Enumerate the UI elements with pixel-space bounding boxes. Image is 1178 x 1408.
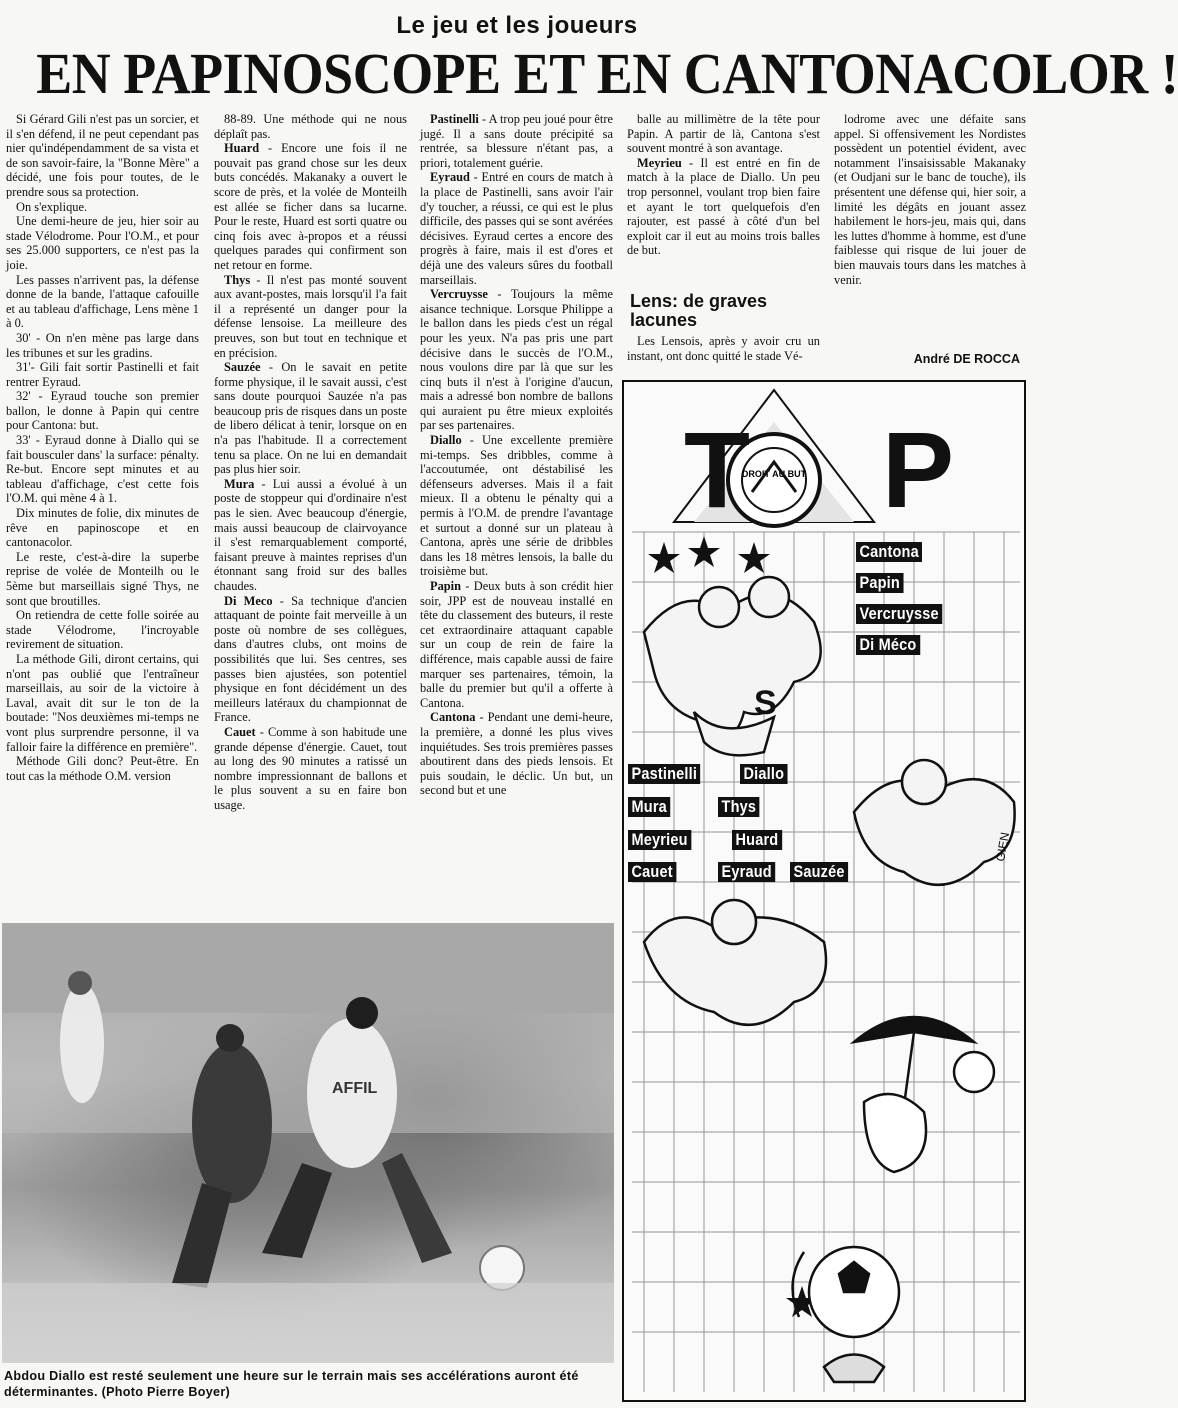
paragraph — [627, 156, 820, 258]
player-name: Meyrieu — [637, 155, 682, 170]
player-name: Mura — [224, 476, 255, 491]
paragraph — [214, 141, 407, 272]
cartoonist-signature: GIEN — [993, 831, 1013, 863]
player-name: Diallo — [430, 433, 462, 448]
paragraph — [420, 710, 613, 798]
paragraph-text: - Entré en cours de match à la place de Pastinelli, sans avoir l'air d'y toucher, a réussi, ce qui est le plus difficile, des passes qui se sont avérées décisives. Eyraud certes a encore des progrès à faire, mais il est d'ores et déjà une des valeurs sûres du football marseillais. — [420, 170, 613, 287]
paragraph: Si Gérard Gili n'est pas un sorcier, et il s'en défend, il ne peut cependant pas nier qu'indépendamment de sa vista et de son savoir-faire, la "Bonne Mère" a décidé, une fois pour toutes, de le prendre sous sa protection. — [6, 112, 199, 199]
byline: André DE ROCCA — [913, 352, 1020, 366]
paragraph-text: - Pendant une demi-heure, la première, a donné les plus vives inquiétudes. Ses trois premières passes aboutirent dans des pieds lensois. Et puis soudain, le déclic. Un but, un second but et une — [420, 710, 613, 798]
paragraph-text: - On le savait en petite forme physique, il le savait aussi, c'est sans doute pourquoi Sauzée n'a pas beaucoup pris de risques dans un poste de libero délicat à tenir, lorsque on en n'a pas l'habitude. Il a correctement tenu sa place. On ne lui en demandait pas plus hier soir. — [214, 360, 407, 477]
paragraph — [214, 594, 407, 725]
article-column-1 — [6, 112, 199, 920]
paragraph-text: - Encore une fois il ne pouvait pas grand chose sur les deux buts concédés. Makanaky a ouvert le score de près, et la volée de Monteilh est allée se ficher dans sa lucarne. Pour le reste, Huard est sorti quatre ou cinq fois avec à-propos et a réussi quelques parades qui confirment son net retour en forme. — [214, 141, 407, 272]
player-tag: Diallo — [740, 764, 788, 784]
paragraph-text: - Sa technique d'ancien attaquant de pointe fait merveille à un poste où nombre de ses collègues, dans d'autres clubs, ont moins de possibilités que lui. Ses centres, ses passes bien ajustées, son potentiel physique en font décidément un des meilleurs latéraux du championnat de France. — [214, 593, 407, 725]
paragraph: lodrome avec une défaite sans appel. Si offensivement les Nordistes possèdent un potentiel évident, avec notamment l'insaisissable Makanaky (et Oudjani sur le banc de touche), ils présentent une défense qui, hier soir, a limité les dégâts en jouant assez habilement le hors-jeu, mais qui, dans les luttes d'homme à homme, est d'une faiblesse qui risque de lui jouer de bien mauvais tours dans les matches à venir. — [834, 112, 1026, 287]
player-name: Eyraud — [430, 170, 470, 185]
article-column-5 — [834, 112, 1026, 372]
top-cartoon-box — [622, 380, 1026, 1402]
paragraph: On retiendra de cette folle soirée au stade Vélodrome, l'incroyable revirement de situation. — [6, 608, 199, 652]
paragraph-text: - Comme à son habitude une grande dépense d'énergie. Cauet, tout au long des 90 minutes a ratissé un nombre impressionnant de ballons et le plus souvent a su en faire bon usage. — [214, 724, 407, 812]
emblem-text: DROIT AU BUT — [741, 469, 807, 479]
article-column-4 — [627, 112, 820, 412]
paragraph-text: - Lui aussi a évolué à un poste de stoppeur qui d'ordinaire n'est pas le sien. Avec beaucoup d'énergie, mais aussi beaucoup de clairvoyance il s'est remarquablement comporté, faisant preuve à maintes reprises d'un étonnant sang froid sur des balles chaudes. — [214, 476, 407, 593]
paragraph: 33' - Eyraud donne à Diallo qui se fait bousculer dans' la surface: pénalty. Re-but. Encore sept minutes et au tableau d'affichage, c'est cette fois l'O.M. qui mène 4 à 1. — [6, 433, 199, 506]
player-tag: Cauet — [628, 862, 676, 882]
player-name: Di Meco — [224, 593, 273, 608]
paragraph — [420, 112, 613, 170]
paragraph-text: - Deux buts à son crédit hier soir, JPP est de nouveau installé en tête du classement des buteurs, il reste cet extraordinaire attaquant capable sur un coup de rein de faire la différence, mais capable aussi de faire marquer ses partenaires, témoin, la balle du premier but qu'il a offerte à Cantona. — [420, 579, 613, 710]
paragraph-text: balle au millimètre de la tête pour Papin. A partir de là, Cantona s'est souvent montré à son avantage. — [627, 112, 820, 156]
paragraph: Les Lensois, après y avoir cru un instant, ont donc quitté le stade Vé- — [627, 334, 820, 363]
article-column-3 — [420, 112, 613, 920]
paragraph — [420, 287, 613, 433]
player-tag: Huard — [732, 830, 782, 850]
shirt-text: AFFIL — [332, 1080, 378, 1097]
paragraph-text: - Une excellente première mi-temps. Ses dribbles, comme à l'accoutumée, ont déstabilisé les défenseurs adverses. Mais il a fait mieux. Il a obtenu le pénalty qui a permis à l'O.M. de prendre l'avantage et surtout a donné sur un plateau à Cantona, après une série de dribbles dans les 18 mètres lensois, la balle du troisième but. — [420, 433, 613, 579]
match-photo — [2, 923, 614, 1363]
paragraph — [627, 112, 820, 156]
player-tag: Sauzée — [790, 862, 848, 882]
paragraph-text: 88-89. Une méthode qui ne nous déplaît pas. — [214, 112, 407, 141]
paragraph — [214, 477, 407, 594]
paragraph — [214, 725, 407, 813]
cartoon-letter: S — [754, 684, 777, 722]
player-name: Cauet — [224, 724, 256, 739]
paragraph: On s'explique. — [16, 199, 88, 214]
player-name: Sauzée — [224, 360, 261, 375]
article-column-4b — [627, 334, 820, 363]
paragraph — [420, 170, 613, 287]
player-name: Papin — [430, 579, 461, 593]
top-player-tag: Papin — [856, 573, 903, 593]
paragraph: 31'- Gili fait sortir Pastinelli et fait rentrer Eyraud. — [6, 360, 199, 389]
player-name: Pastinelli — [430, 112, 479, 126]
paragraph-text: - Il n'est pas monté souvent aux avant-postes, mais lorsqu'il l'a fait il a représenté un danger pour la défense lensoise. La meilleure des preuves, son but tout en technique et en précision. — [214, 272, 407, 360]
top-player-tag: Di Méco — [856, 635, 920, 655]
paragraph — [214, 273, 407, 361]
paragraph — [214, 360, 407, 477]
net-drawing — [624, 382, 1028, 1404]
player-tag: Mura — [628, 797, 670, 817]
paragraph: Dix minutes de folie, dix minutes de rêve en papinoscope et en cantonacolor. — [6, 506, 199, 550]
paragraph-text: - Il est entré en fin de match à la place de Diallo. Un peu trop personnel, voulant trop bien faire et ayant le tort quelquefois d'en rajouter, est passé à côté d'un bel exploit car il eut au moins trois balles de but. — [627, 155, 820, 258]
paragraph: Une demi-heure de jeu, hier soir au stade Vélodrome. Pour l'O.M., et pour ses 25.000 supporters, ce n'est pas la joie. — [6, 214, 199, 272]
paragraph — [214, 112, 407, 141]
paragraph: Méthode Gili donc? Peut-être. En tout cas la méthode O.M. version — [6, 754, 199, 783]
photo-illustration — [2, 923, 614, 1363]
player-name: Cantona — [430, 710, 476, 725]
player-tag: Thys — [718, 797, 760, 817]
player-name: Vercruysse — [430, 287, 488, 302]
subhead-lens: Lens: de graves lacunes — [630, 291, 768, 330]
paragraph — [420, 579, 613, 710]
player-name: Thys — [224, 272, 251, 287]
paragraph: La méthode Gili, diront certains, qui n'ont pas oublié que l'entraîneur marseillais, au soir de la victoire à Laval, avait dit sur le ton de la boutade: "Nos deuxièmes mi-temps ne vont plus surprendre personne, il va falloir faire la différence en première". — [6, 651, 199, 754]
paragraph: Les passes n'arrivent pas, la défense donne de la bande, l'attaque cafouille et au tableau d'affichage, Lens mène 1 à 0. — [6, 272, 199, 331]
paragraph-text: - A trop peu joué pour être jugé. Il a sans doute précipité sa rentrée, sa blessure n'étant pas, a priori, totalement guérie. — [420, 112, 613, 170]
player-name: Huard — [224, 141, 260, 156]
photo-caption: Abdou Diallo est resté seulement une heure sur le terrain mais ses accélérations auront été déterminantes. (Photo Pierre Boyer) — [4, 1369, 579, 1399]
top-player-tag: Cantona — [856, 542, 922, 562]
article-column-2 — [214, 112, 407, 920]
top-player-tag: Vercruysse — [856, 604, 942, 624]
paragraph-text: - Toujours la même aisance technique. Lorsque Philippe a le ballon dans les pieds c'est un régal pour les yeux. N'a pas pris une part décisive dans le succès de l'O.M., nous voulons dire par là que sur les cinq buts il n'est à l'origine d'aucun, mais a adressé bon nombre de ballons qui auraient pu être mieux exploités par ses partenaires. — [420, 287, 613, 433]
player-tag: Eyraud — [718, 862, 775, 882]
paragraph: 30' - On n'en mène pas large dans les tribunes et sur les gradins. — [6, 330, 199, 360]
player-tag: Meyrieu — [628, 830, 691, 850]
headline: EN PAPINOSCOPE ET EN CANTONACOLOR ! — [36, 41, 1178, 106]
paragraph — [420, 433, 613, 579]
top-title-p: P — [882, 409, 955, 530]
paragraph: Le reste, c'est-à-dire la superbe reprise de volée de Monteilh ou le 5ème but marseillais signé Thys, ne sont que broutilles. — [6, 549, 199, 608]
kicker: Le jeu et les joueurs — [396, 12, 638, 39]
player-tag: Pastinelli — [628, 764, 701, 784]
top-title-t: T — [684, 409, 750, 530]
paragraph: 32' - Eyraud touche son premier ballon, le donne à Papin qui centre pour Cantona: but. — [6, 389, 199, 433]
